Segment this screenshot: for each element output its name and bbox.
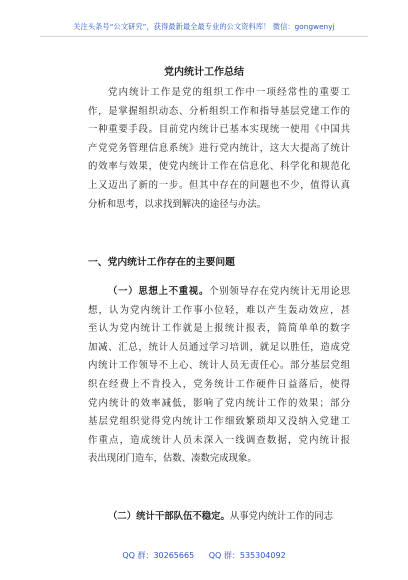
subsection-1-line [88, 283, 350, 302]
intro-paragraph [88, 84, 350, 214]
subsection-1-line: 织在经费上不肯投入，党务统计工作硬件日益落后，使得 [88, 378, 350, 390]
subsection-1-line: 至认为党内统计工作就是上报统计报表，简简单单的数字 [88, 323, 350, 335]
subsection-1-line: 内统计工作领导不上心、统计人员无责任心。部分基层党组 [88, 360, 350, 372]
intro-line: 产党党务管理信息系统》进行党内统计，这大大提高了统计 [88, 142, 350, 154]
footer-qq-group-1: QQ 群：30265665 [122, 551, 195, 560]
subsection-2-line [88, 508, 350, 527]
subsection-1-line: 加减、汇总，统计人员通过学习培训，就足以胜任，造成党 [88, 341, 350, 353]
intro-line: 的效率与效果，使党内统计工作在信息化、科学化和规范化 [88, 161, 350, 173]
subsection-1-line: 想，认为党内统计工作事小位轻，难以产生轰动效应，甚 [88, 304, 350, 316]
footer-contact [0, 550, 408, 561]
intro-line: 一种重要手段。目前党内统计已基本实现统一使用《中国共 [88, 124, 350, 136]
subsection-2-label: （二）统计干部队伍不稳定。 [108, 511, 230, 522]
header-banner: 关注头条号“公文研究”，获得最新最全最专业的公文资料库！ 微信：gongwenyj [73, 22, 335, 31]
subsection-1-line: 作重点，造成统计人员未深入一线调查数据，党内统计报 [88, 434, 350, 446]
subsection-1-line: 党内统计的效率减低，影响了党内统计工作的效果；部分 [88, 397, 350, 409]
section-heading: 一、党内统计工作存在的主要问题 [88, 257, 235, 268]
subsection-1-paragraph [88, 283, 350, 469]
subsection-1-line: 基层党组织觉得党内统计工作细致繁琐却又没纳入党建工 [88, 416, 350, 428]
subsection-2-text: 从事党内统计工作的同志 [229, 511, 334, 522]
subsection-1-label: （一）思想上不重视。 [108, 286, 210, 297]
subsection-1-line: 表出现闭门造车，估数、凑数完成现象。 [88, 453, 257, 465]
intro-line: 党内统计工作是党的组织工作中一项经常性的重要工 [108, 87, 350, 98]
footer-qq-group-2: QQ 群：535304092 [208, 551, 286, 560]
subsection-1-text: 个别领导存在党内统计无用论思 [209, 286, 350, 297]
header-divider [40, 36, 368, 37]
subsection-2-paragraph [88, 508, 350, 527]
intro-line: 分析和思考，以求找到解决的途径与办法。 [88, 198, 267, 210]
intro-line: 上又迈出了新的一步。但其中存在的问题也不少，值得认真 [88, 179, 350, 191]
document-title: 党内统计工作总结 [164, 67, 244, 78]
intro-line: 作，是掌握组织动态、分析组织工作和指导基层党建工作的 [88, 105, 350, 117]
